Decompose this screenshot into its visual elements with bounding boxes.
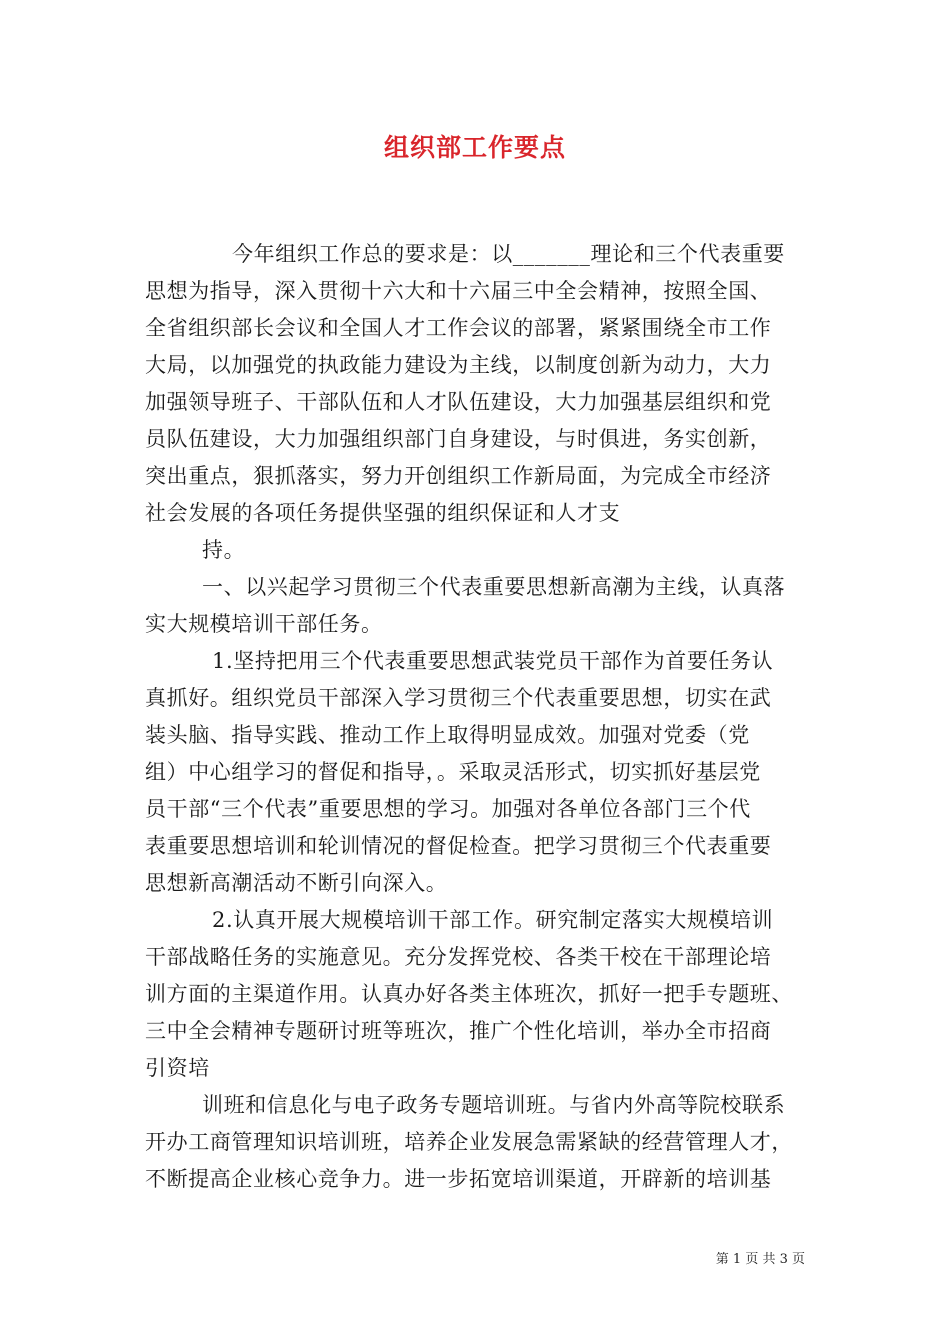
text-line: 思想为指导，深入贯彻十六大和十六届三中全会精神，按照全国、 <box>145 279 772 303</box>
text-line: 装头脑、指导实践、推动工作上取得明显成效。加强对党委（党 <box>145 723 750 747</box>
text-line: 大局，以加强党的执政能力建设为主线，以制度创新为动力，大力 <box>145 353 772 377</box>
text-line: 突出重点，狠抓落实，努力开创组织工作新局面，为完成全市经济 <box>145 464 772 488</box>
text-line: 表重要思想培训和轮训情况的督促检查。把学习贯彻三个代表重要 <box>145 834 772 858</box>
text-line: 干部战略任务的实施意见。充分发挥党校、各类干校在干部理论培 <box>145 945 772 969</box>
text-line: 引资培 <box>145 1056 210 1080</box>
text-line: 训班和信息化与电子政务专题培训班。与省内外高等院校联系 <box>202 1093 786 1117</box>
text-line: 开办工商管理知识培训班，培养企业发展急需紧缺的经营管理人才， <box>145 1130 793 1154</box>
text-line: 不断提高企业核心竞争力。进一步拓宽培训渠道，开辟新的培训基 <box>145 1167 772 1191</box>
text-line: 员干部“三个代表”重要思想的学习。加强对各单位各部门三个代 <box>145 797 751 821</box>
text-line: 训方面的主渠道作用。认真办好各类主体班次，抓好一把手专题班、 <box>145 982 793 1006</box>
text-line: 今年组织工作总的要求是：以_______理论和三个代表重要 <box>232 242 785 266</box>
text-line: 全省组织部长会议和全国人才工作会议的部署，紧紧围绕全市工作 <box>145 316 772 340</box>
text-line: 员队伍建设，大力加强组织部门自身建设，与时俱进，务实创新， <box>145 427 772 451</box>
document-title: 组织部工作要点 <box>383 133 566 162</box>
page-footer: 第 1 页 共 3 页 <box>715 1252 805 1267</box>
text-line: 社会发展的各项任务提供坚强的组织保证和人才支 <box>145 501 621 525</box>
text-line: 三中全会精神专题研讨班等班次，推广个性化培训，举办全市招商 <box>145 1019 772 1043</box>
text-line: 2.认真开展大规模培训干部工作。研究制定落实大规模培训 <box>212 908 774 932</box>
text-line: 真抓好。组织党员干部深入学习贯彻三个代表重要思想，切实在武 <box>145 686 772 710</box>
text-line: 一、以兴起学习贯彻三个代表重要思想新高潮为主线，认真落 <box>202 575 786 599</box>
text-line: 组）中心组学习的督促和指导，。采取灵活形式，切实抓好基层党 <box>145 760 761 784</box>
text-line: 1.坚持把用三个代表重要思想武装党员干部作为首要任务认 <box>212 649 774 673</box>
text-line: 思想新高潮活动不断引向深入。 <box>145 871 448 895</box>
text-line: 实大规模培训干部任务。 <box>145 612 383 636</box>
text-line: 加强领导班子、干部队伍和人才队伍建设，大力加强基层组织和党 <box>145 390 772 414</box>
text-line: 持。 <box>202 538 246 562</box>
